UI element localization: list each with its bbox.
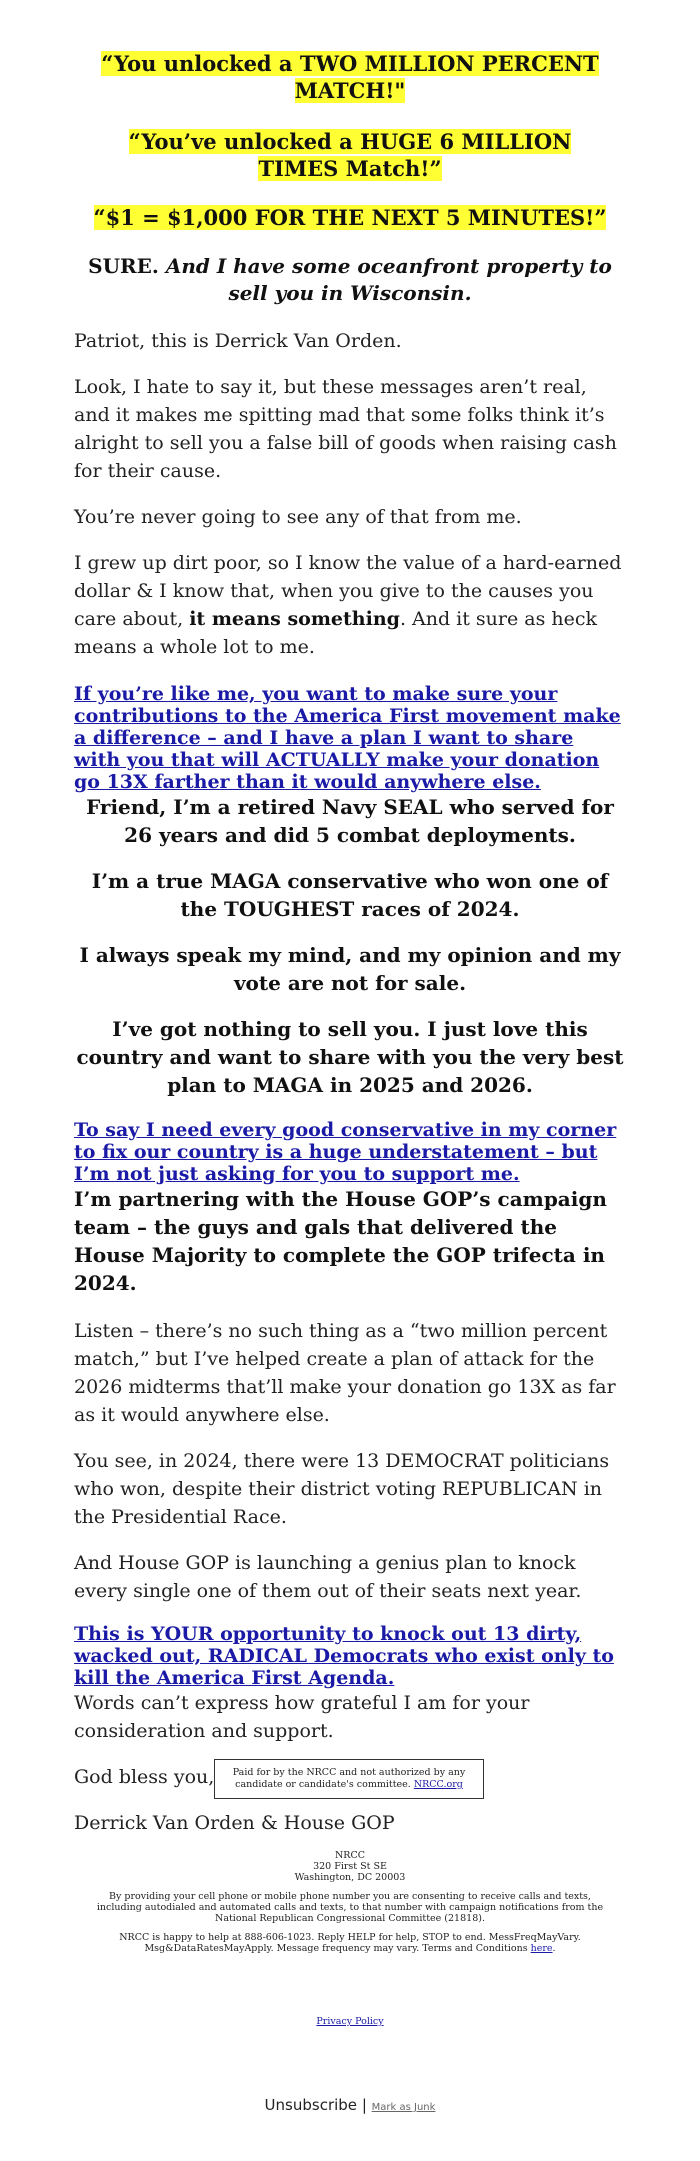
navy-seal-line: Friend, I’m a retired Navy SEAL who served for 26 years and did 5 combat deployments. [86, 795, 614, 847]
maga-line: I’m a true MAGA conservative who won one of the TOUGHEST races of 2024. [91, 869, 609, 921]
nothing-to-sell-line: I’ve got nothing to sell you. I just love this country and want to share with you the very best plan to MAGA in 2025 and 2026. [76, 1017, 624, 1097]
cta-link-2-block [74, 1119, 626, 1185]
sure-line: SURE. And I have some oceanfront property to sell you in Wisconsin. [88, 254, 612, 305]
headline-3: “$1 = $1,000 FOR THE NEXT 5 MINUTES!” [93, 205, 607, 230]
cta-link-1[interactable]: If you’re like me, you want to make sure your contributions to the America First movement make a difference – and I have a plan I want to share with you that will ACTUALLY make your donation go 13X farther than it would anywhere else. [74, 683, 621, 793]
cta-link-1-block [74, 683, 626, 793]
cta-link-3[interactable]: This is YOUR opportunity to knock out 13 dirty, wacked out, RADICAL Democrats who exist only to kill the America First Agenda. [74, 1623, 614, 1689]
footer [95, 1850, 605, 1962]
paragraph-never-from-me: You’re never going to see any of that from me. [74, 506, 522, 528]
paragraph-fake-messages: Look, I hate to say it, but these messages aren’t real, and it makes me spitting mad that some folks think it’s alright to sell you a false bill of goods when raising cash for their cause. [74, 376, 617, 482]
sign-off: God bless you, [74, 1766, 215, 1788]
signature: Derrick Van Orden & House GOP [74, 1812, 395, 1834]
greeting: Patriot, this is Derrick Van Orden. [74, 330, 402, 352]
paragraph-attack-plan: Listen – there’s no such thing as a “two million percent match,” but I’ve helped create a plan of attack for the 2026 midterms that’ll make your donation go 13X as far as it would anywhere else. [74, 1320, 616, 1426]
partnering-paragraph: I’m partnering with the House GOP’s campaign team – the guys and gals that delivered the House Majority to complete the GOP trifecta in 2024. [74, 1187, 607, 1295]
paragraph-13-democrats: You see, in 2024, there were 13 DEMOCRAT politicians who won, despite their district voting REPUBLICAN in the Presidential Race. [74, 1450, 610, 1528]
unsubscribe-row [0, 2096, 700, 2114]
email-body [74, 50, 626, 1855]
privacy-row [0, 2016, 700, 2027]
paragraph-grateful: Words can’t express how grateful I am for your consideration and support. [74, 1692, 530, 1742]
headline-1: “You unlocked a TWO MILLION PERCENT MATCH!" [101, 51, 599, 103]
headline-2: “You’ve unlocked a HUGE 6 MILLION TIMES Match!” [128, 129, 572, 181]
terms-link[interactable]: here [530, 1943, 553, 1954]
paragraph-genius-plan: And House GOP is launching a genius plan to knock every single one of them out of their seats next year. [74, 1552, 582, 1602]
footer-consent: By providing your cell phone or mobile phone number you are consenting to receive calls and texts, including autodialed and automated calls and texts, to that number with campaign notifications from the National Republican Congressional Committee (21818). [96, 1891, 604, 1924]
nrcc-link[interactable]: NRCC.org [413, 1779, 463, 1790]
speak-mind-line: I always speak my mind, and my opinion and my vote are not for sale. [79, 943, 621, 995]
footer-help: NRCC is happy to help at 888-606-1023. Reply HELP for help, STOP to end. MessFreqMayVary. Msg&DataRatesMayApply. Message frequency may vary. Terms and Conditions here. [119, 1932, 581, 1954]
privacy-policy-link[interactable]: Privacy Policy [316, 2016, 384, 2027]
paragraph-dirt-poor: I grew up dirt poor, so I know the value of a hard-earned dollar & I know that, when you give to the causes you care about, it means something. And it sure as heck means a whole lot to me. [74, 552, 622, 658]
paid-for-disclaimer: Paid for by the NRCC and not authorized by any candidate or candidate's committee. NRCC.org [214, 1759, 484, 1799]
unsubscribe-link[interactable]: Unsubscribe [264, 2096, 358, 2114]
cta-link-3-block [74, 1623, 626, 1689]
mark-as-junk-link[interactable]: Mark as Junk [371, 2102, 436, 2113]
separator: | [361, 2096, 367, 2114]
cta-link-2[interactable]: To say I need every good conservative in my corner to fix our country is a huge understatement – but I’m not just asking for you to support me. [74, 1119, 617, 1185]
footer-address: NRCC 320 First St SE Washington, DC 20003 [294, 1850, 406, 1883]
